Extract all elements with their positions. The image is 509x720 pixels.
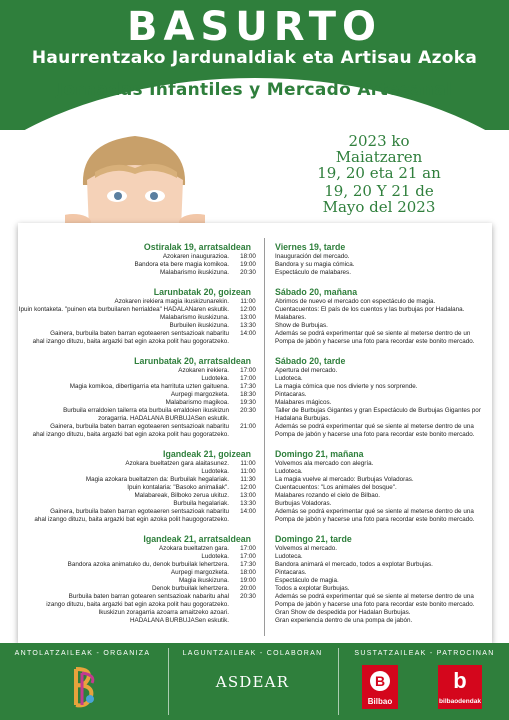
schedule-row <box>18 508 492 516</box>
activity-spanish: La magia vuelve al mercado: Burbujas Voladoras. <box>275 476 414 483</box>
activity-time: 19:00 <box>240 261 256 268</box>
schedule-row <box>18 306 492 314</box>
activity-time: 20:30 <box>240 269 256 276</box>
activity-spanish: Malabares rozando el cielo de Bilbao. <box>275 492 381 499</box>
schedule-row <box>18 476 492 484</box>
schedule-row <box>18 484 492 492</box>
activity-spanish: Volvemos ala mercado con alegría. <box>275 460 374 467</box>
activity-time: 18:00 <box>240 569 256 576</box>
activity-time: 17:00 <box>240 545 256 552</box>
activity-spanish: Cuentacuentos: El país de los cuentos y las burbujas por Hadalana. <box>275 306 465 313</box>
section-heading <box>18 352 492 365</box>
schedule-row <box>18 338 492 346</box>
schedule-section <box>18 238 492 277</box>
activity-basque: Burbuila baten barran gotearen sentsazioak nabaritu ahal <box>68 593 229 600</box>
activity-time: 13:00 <box>240 314 256 321</box>
activity-spanish: Malabares. <box>275 314 307 321</box>
activity-basque: Ipuin kontalaria: "Basoko animaliak". <box>127 484 229 491</box>
bilbao-b-icon: B <box>370 671 390 691</box>
schedule-row <box>18 367 492 375</box>
activity-spanish: Hadalana Burbujas. <box>275 415 331 422</box>
schedule-row <box>18 399 492 407</box>
activity-basque: Azokara bueltatzen gara alaitasunez. <box>125 460 229 467</box>
schedule-row <box>18 415 492 423</box>
organizer-logo-icon <box>70 665 100 709</box>
activity-time <box>233 609 263 617</box>
activity-time: 14:00 <box>240 508 256 515</box>
activity-time: 13:30 <box>240 500 256 507</box>
activity-basque: Burbuila erraldoien tailerra eta burbuila erraldoien ikuskizun <box>63 407 229 414</box>
activity-spanish: Gran Show de despedida por Hadalan Burbujas. <box>275 609 411 616</box>
activity-basque: Azokaren inaugurazioa. <box>162 253 229 260</box>
activity-time <box>233 415 263 423</box>
bilbaodendak-logo <box>438 665 482 709</box>
activity-basque: Gainera, burbuila baten barran egoteaeren sentsazioak nabaritu <box>50 330 229 337</box>
activity-spanish: Apertura del mercado. <box>275 367 338 374</box>
activity-spanish: Pompa de jabón y hacerse una foto para recordar este bonito mercado. <box>275 338 475 345</box>
schedule-row <box>18 330 492 338</box>
section-title-spanish: Sábado 20, tarde <box>275 356 346 366</box>
bilbao-logo-text: Bilbao <box>367 697 393 706</box>
child-illustration <box>65 130 205 230</box>
schedule <box>18 238 492 631</box>
activity-spanish: Ludoteca. <box>275 468 303 475</box>
footer-organiza <box>0 643 165 720</box>
activity-spanish: Ludoteca. <box>275 553 303 560</box>
activity-time <box>233 601 263 609</box>
activity-basque: Denok burbuilak lehertzera. <box>151 585 229 592</box>
section-title-spanish: Domingo 21, tarde <box>275 534 352 544</box>
schedule-row <box>18 617 492 625</box>
activity-basque: Magia ikuskizuna. <box>178 577 229 584</box>
activity-basque: Magia azokara bueltatzen da: Burbuilak hegalariak. <box>85 476 229 483</box>
schedule-section <box>18 352 492 439</box>
activity-spanish: Taller de Burbujas Gigantes y gran Espectáculo de Burbujas Gigantes por <box>275 407 481 414</box>
activity-basque: Malabareak, Bilboko zerua ukituz. <box>134 492 229 499</box>
date-basque-line: Maiatzaren <box>335 148 423 166</box>
schedule-row <box>18 516 492 524</box>
section-heading <box>18 445 492 458</box>
activity-basque: Malabarismo ikuskizuna. <box>160 269 229 276</box>
activity-basque: ahal izango dituzu, baita argazki bat egin azoka polit haugogoratzeko. <box>34 516 229 523</box>
activity-basque: Ipuin kontaketa. "puinen eta burbuilaren herrialdea" HADALANaren eskutik. <box>18 306 229 313</box>
schedule-row <box>18 500 492 508</box>
activity-basque: zoragarria. HADALANA BURBUJASen eskutik. <box>98 415 229 422</box>
schedule-row <box>18 593 492 601</box>
activity-time: 11:00 <box>240 468 256 475</box>
date-basque <box>279 133 479 181</box>
activity-basque: Aurpegi margozketa. <box>170 569 229 576</box>
activity-spanish: Además se podrá experimentar qué se siente al meterse dentro de una <box>275 593 474 600</box>
activity-basque: Ludoteka. <box>201 468 229 475</box>
activity-time: 18:00 <box>240 253 256 260</box>
activity-spanish: Pompa de jabón y hacerse una foto para recordar este bonito mercado. <box>275 516 475 523</box>
activity-spanish: Bandora animará el mercado, todos a explotar Burbujas. <box>275 561 433 568</box>
schedule-row <box>18 391 492 399</box>
section-title-spanish: Domingo 21, mañana <box>275 449 364 459</box>
activity-spanish: Pompa de jabón y hacerse una foto para recordar este bonito mercado. <box>275 431 475 438</box>
section-title-basque: Igandeak 21, arratsaldean <box>143 534 251 544</box>
activity-time: 20:30 <box>240 593 256 600</box>
activity-spanish: Abrimos de nuevo el mercado con espectáculo de magia. <box>275 298 436 305</box>
activity-basque: Bandora azoka animatuko du, denok burbuilak lehertzera. <box>67 561 229 568</box>
schedule-row <box>18 298 492 306</box>
subtitle-spanish: Jornadas Infantiles y Mercado Artesanal <box>56 80 453 100</box>
date-basque-line: 2023 ko <box>348 132 410 150</box>
footer-colabora <box>170 643 335 720</box>
activity-spanish: Burbujas Voladoras. <box>275 500 332 507</box>
schedule-row <box>18 545 492 553</box>
section-title-basque: Igandeak 21, goizean <box>163 449 251 459</box>
schedule-row <box>18 423 492 431</box>
activity-time: 18:30 <box>240 391 256 398</box>
schedule-row <box>18 561 492 569</box>
activity-spanish: La magia cómica que nos divierte y nos sorprende. <box>275 383 418 390</box>
activity-spanish: Inauguración del mercado. <box>275 253 350 260</box>
activity-basque: Azokaren irekiera. <box>178 367 229 374</box>
schedule-row <box>18 468 492 476</box>
footer-divider <box>168 648 169 715</box>
schedule-row <box>18 577 492 585</box>
event-title: BASURTO <box>126 4 383 50</box>
activity-spanish: Gran experiencia dentro de una pompa de jabón. <box>275 617 413 624</box>
activity-spanish: Pintacaras. <box>275 391 307 398</box>
bilbaodendak-b-icon: b <box>453 668 467 693</box>
activity-basque: izango dituzu, baita argazki bat egin azoka polit hau gogoratzeko. <box>46 601 229 608</box>
schedule-row <box>18 407 492 415</box>
schedule-row <box>18 460 492 468</box>
bilbaodendak-logo-text: bilbaodendak <box>439 698 481 705</box>
activity-time: 17:00 <box>240 553 256 560</box>
schedule-row <box>18 383 492 391</box>
schedule-row <box>18 609 492 617</box>
subtitle-basque: Haurrentzako Jardunaldiak eta Artisau Azoka <box>31 48 478 68</box>
activity-time: 13:00 <box>240 492 256 499</box>
activity-spanish: Cuentacuentos: "Los animales del bosque". <box>275 484 397 491</box>
asdear-logo: ASDEAR <box>215 673 290 691</box>
section-title-basque: Larunbatak 20, goizean <box>153 287 251 297</box>
activity-basque: Azokara bueltatzen gara. <box>158 545 229 552</box>
activity-basque: Ludoteka. <box>201 553 229 560</box>
activity-time: 21:00 <box>240 423 256 430</box>
activity-spanish: Además se podrá experimentar qué se siente al meterse dentro de una <box>275 508 474 515</box>
schedule-section <box>18 530 492 625</box>
activity-time: 12:00 <box>240 306 256 313</box>
organiza-label: ANTOLATZAILEAK - ORGANIZA <box>14 650 151 657</box>
activity-basque: Ikuskizun zoragarria azoarra amaitzeko azoari. <box>98 609 229 616</box>
activity-time: 19:00 <box>240 577 256 584</box>
activity-basque: ahal izango dituzu, baita argazki bat egin azoka polit hau gogoratzeko. <box>32 431 229 438</box>
bilbao-logo <box>362 665 398 709</box>
schedule-row <box>18 269 492 277</box>
schedule-row <box>18 601 492 609</box>
activity-basque: ahal izango dituzu, baita argazki bat egin azoka polit hau gogoratzeko. <box>32 338 229 345</box>
activity-basque: Malabarismo magikoa. <box>165 399 229 406</box>
activity-time: 20:30 <box>240 407 256 414</box>
schedule-row <box>18 431 492 439</box>
section-title-basque: Ostiralak 19, arratsaldean <box>143 242 251 252</box>
schedule-row <box>18 492 492 500</box>
activity-spanish: Ludoteca. <box>275 375 303 382</box>
colabora-label: LAGUNTZAILEAK - COLABORAN <box>182 650 323 657</box>
section-heading <box>18 530 492 543</box>
activity-spanish: Espectáculo de malabares. <box>275 269 351 276</box>
activity-basque: Magia komikoa, dibertigarria eta harrituta uzten gaituena. <box>69 383 229 390</box>
activity-time: 13:30 <box>240 322 256 329</box>
activity-spanish: Show de Burbujas. <box>275 322 328 329</box>
activity-basque: Burbuila hegalariak. <box>173 500 229 507</box>
schedule-row <box>18 569 492 577</box>
schedule-row <box>18 253 492 261</box>
activity-spanish: Espectáculo de magia. <box>275 577 339 584</box>
activity-basque: Aurpegi margozketa. <box>170 391 229 398</box>
activity-time: 14:00 <box>240 330 256 337</box>
activity-spanish: Pintacaras. <box>275 569 307 576</box>
activity-time: 17:30 <box>240 383 256 390</box>
activity-spanish: Malabares mágicos. <box>275 399 332 406</box>
activity-basque: Gainera, burbuila baten barran egoteaeren sentsazioak nabaritu <box>50 423 229 430</box>
footer <box>0 643 509 720</box>
patrocina-label: SUSTATZAILEAK - PATROCINAN <box>354 650 495 657</box>
activity-spanish: Pompa de jabón y hacerse una foto para recordar este bonito mercado. <box>275 601 475 608</box>
activity-basque: Gainera, burbuila baten barran egoteaeren sentsazioak nabaritu <box>50 508 229 515</box>
section-title-basque: Larunbatak 20, arratsaldean <box>134 356 251 366</box>
activity-basque: Bandora eta bere magia komikoa. <box>134 261 229 268</box>
footer-divider <box>338 648 339 715</box>
schedule-row <box>18 322 492 330</box>
schedule-row <box>18 553 492 561</box>
schedule-row <box>18 375 492 383</box>
activity-time: 20:00 <box>240 585 256 592</box>
section-heading <box>18 238 492 251</box>
activity-time: 11:00 <box>240 460 256 467</box>
activity-time <box>233 617 263 625</box>
section-title-spanish: Sábado 20, mañana <box>275 287 358 297</box>
activity-time: 19:30 <box>240 399 256 406</box>
date-spanish <box>279 183 479 215</box>
activity-spanish: Además se podrá experimentar qué se siente al meterse dentro de un <box>275 330 471 337</box>
activity-spanish: Todos a explotar Burbujas. <box>275 585 350 592</box>
activity-basque: HADALANA BURBUJASen eskutik. <box>129 617 229 624</box>
activity-time <box>233 516 263 524</box>
activity-basque: Ludoteka. <box>201 375 229 382</box>
footer-patrocina <box>340 643 509 720</box>
activity-time <box>233 338 263 346</box>
activity-time: 11:30 <box>240 476 256 483</box>
activity-time: 17:00 <box>240 367 256 374</box>
schedule-row <box>18 261 492 269</box>
activity-time: 11:00 <box>240 298 256 305</box>
date-spanish-line: Mayo del 2023 <box>322 198 436 216</box>
activity-spanish: Además se podrá experimentar qué se siente al meterse dentro de una <box>275 423 474 430</box>
date-basque-line: 19, 20 eta 21 an <box>317 164 441 182</box>
date-spanish-line: 19, 20 Y 21 de <box>324 182 434 200</box>
activity-time <box>233 431 263 439</box>
schedule-section <box>18 445 492 524</box>
activity-time: 12:00 <box>240 484 256 491</box>
activity-time: 17:00 <box>240 375 256 382</box>
section-title-spanish: Viernes 19, tarde <box>275 242 346 252</box>
activity-basque: Burbuilen ikuskizuna. <box>169 322 229 329</box>
schedule-row <box>18 585 492 593</box>
schedule-section <box>18 283 492 346</box>
activity-time: 17:30 <box>240 561 256 568</box>
activity-spanish: Bandora y su magia cómica. <box>275 261 355 268</box>
schedule-row <box>18 314 492 322</box>
activity-basque: Azokaren irekiera magia ikuskizunarekin. <box>114 298 229 305</box>
activity-basque: Malabarismo ikuskizuna. <box>160 314 229 321</box>
section-heading <box>18 283 492 296</box>
activity-spanish: Volvemos al mercado. <box>275 545 337 552</box>
